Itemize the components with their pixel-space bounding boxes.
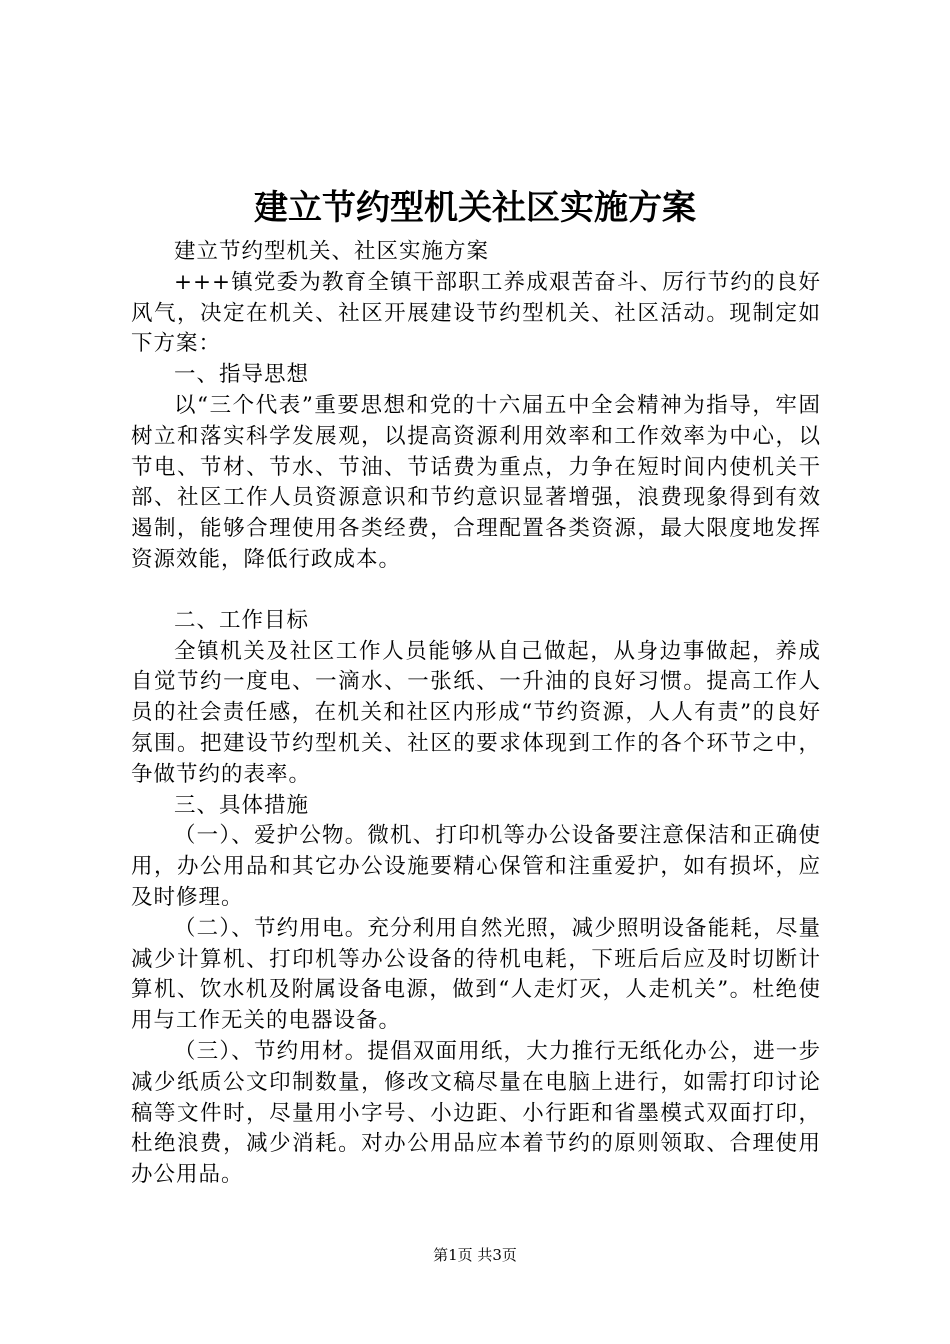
page-footer: 第1页 共3页	[433, 1246, 517, 1264]
paragraph-work-goals: 全镇机关及社区工作人员能够从自己做起，从身边事做起，养成自觉节约一度电、一滴水、一张纸、一升油的良好习惯。提高工作人员的社会责任感，在机关和社区内形成“节约资源，人人有责”的良好氛围。把建设节约型机关、社区的要求体现到工作的各个环节之中，争做节约的表率。	[131, 638, 821, 787]
paragraph-measure-1: （一）、爱护公物。微机、打印机等办公设备要注意保洁和正确使用，办公用品和其它办公设施要精心保管和注重爱护，如有损坏，应及时修理。	[131, 823, 821, 910]
heading-guiding-ideology: 一、指导思想	[174, 362, 310, 388]
paragraph-measure-2: （二）、节约用电。充分利用自然光照，减少照明设备能耗，尽量减少计算机、打印机等办公设备的待机电耗，下班后后应及时切断计算机、饮水机及附属设备电源，做到“人走灯灭，人走机关”。杜绝使用与工作无关的电器设备。	[131, 915, 821, 1034]
heading-specific-measures: 三、具体措施	[174, 792, 310, 818]
paragraph-measure-3: （三）、节约用材。提倡双面用纸，大力推行无纸化办公，进一步减少纸质公文印制数量，修改文稿尽量在电脑上进行，如需打印讨论稿等文件时，尽量用小字号、小边距、小行距和省墨模式双面打印，杜绝浪费，减少消耗。对办公用品应本着节约的原则领取、合理使用办公用品。	[131, 1038, 821, 1188]
document-body	[131, 237, 821, 1191]
paragraph-intro: +++镇党委为教育全镇干部职工养成艰苦奋斗、厉行节约的良好风气，决定在机关、社区开展建设节约型机关、社区活动。现制定如下方案：	[131, 269, 821, 357]
paragraph-subtitle: 建立节约型机关、社区实施方案	[174, 239, 490, 264]
paragraph-guiding-ideology: 以“三个代表”重要思想和党的十六届五中全会精神为指导，牢固树立和落实科学发展观，以提高资源利用效率和工作效率为中心，以节电、节材、节水、节油、节话费为重点，力争在短时间内使机关干部、社区工作人员资源意识和节约意识显著增强，浪费现象得到有效遏制，能够合理使用各类经费，合理配置各类资源，最大限度地发挥资源效能，降低行政成本。	[131, 392, 821, 572]
document-title: 建立节约型机关社区实施方案	[254, 188, 696, 228]
heading-work-goals: 二、工作目标	[174, 607, 310, 633]
